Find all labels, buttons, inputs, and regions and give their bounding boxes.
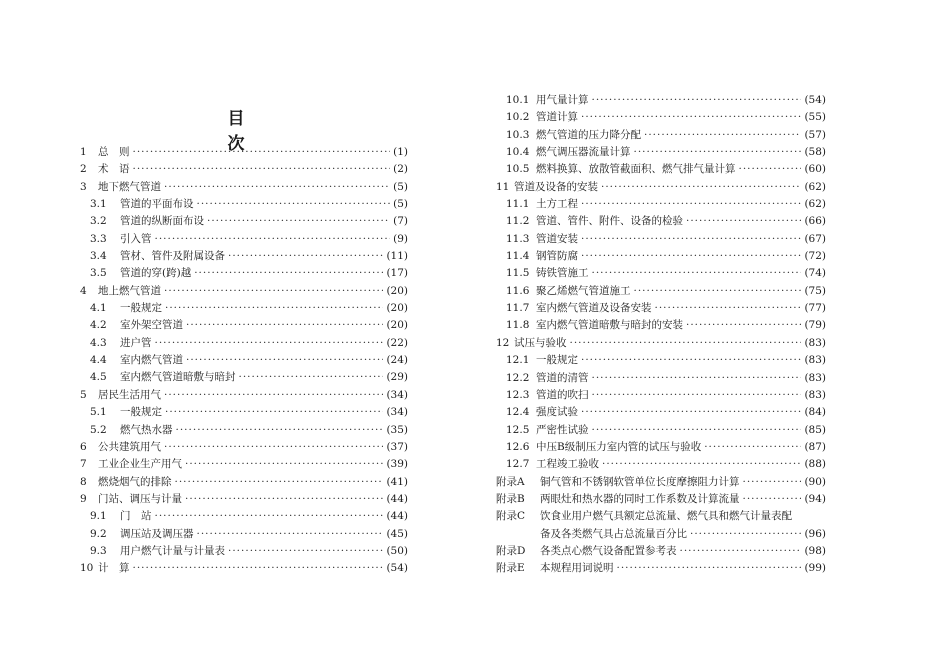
toc-entry-page: (83): [804, 354, 826, 367]
toc-entry-page: (20): [386, 319, 408, 332]
toc-entry[interactable]: [496, 335, 826, 352]
toc-entry-number: 4: [80, 284, 87, 297]
toc-entry-page: (17): [386, 267, 408, 280]
toc-leader-dots: [186, 352, 383, 369]
toc-entry-title: 备及各类燃气具占总流量百分比: [540, 527, 687, 540]
toc-entry[interactable]: [80, 213, 408, 230]
toc-entry-number: 3.1: [90, 198, 107, 211]
toc-entry-page: (83): [804, 371, 826, 384]
toc-entry-page: (35): [386, 423, 408, 436]
toc-entry-page: (96): [804, 527, 826, 540]
toc-leader-dots: [186, 317, 383, 334]
toc-entry-title: 聚乙烯燃气管道施工: [536, 284, 631, 297]
toc-entry-title: 术 语: [98, 163, 130, 176]
toc-entry[interactable]: [496, 161, 826, 178]
toc-entry-page: (50): [386, 544, 408, 557]
toc-entry[interactable]: [496, 248, 826, 265]
toc-entry-title: 严密性试验: [536, 423, 589, 436]
toc-entry[interactable]: [496, 283, 826, 300]
toc-entry-number: 11.5: [506, 267, 530, 280]
toc-entry[interactable]: [80, 387, 408, 404]
toc-leader-dots: [175, 474, 384, 491]
toc-entry-number: 11.6: [506, 284, 530, 297]
toc-entry-number: 附录D: [496, 544, 526, 557]
toc-entry[interactable]: [496, 404, 826, 421]
toc-leader-dots: [686, 317, 801, 334]
toc-leader-dots: [581, 352, 801, 369]
toc-leader-dots: [165, 404, 383, 421]
toc-leader-dots: [581, 196, 801, 213]
toc-entry[interactable]: [496, 317, 826, 334]
toc-entry-page: (5): [393, 198, 408, 211]
toc-entry-page: (77): [804, 302, 826, 315]
toc-entry-number: 11.4: [506, 250, 530, 263]
toc-entry-number: 10.3: [506, 128, 530, 141]
toc-entry-title: 用户燃气计量与计量表: [120, 544, 225, 557]
toc-entry-number: 12.6: [506, 440, 530, 453]
toc-entry-title: 一般规定: [120, 302, 162, 315]
toc-leader-dots: [592, 422, 802, 439]
toc-entry[interactable]: [496, 213, 826, 230]
toc-leader-dots: [680, 543, 802, 560]
toc-entry-number: 11.8: [506, 319, 530, 332]
toc-entry-page: (66): [804, 215, 826, 228]
toc-entry[interactable]: [80, 474, 408, 491]
toc-leader-dots: [581, 231, 801, 248]
toc-entry-page: (83): [804, 388, 826, 401]
toc-entry-title: 管道及设备的安装: [514, 180, 598, 193]
toc-entry-title: 工业企业生产用气: [98, 458, 182, 471]
toc-leader-dots: [207, 213, 390, 230]
toc-entry-page: (39): [386, 458, 408, 471]
toc-left-column: [80, 144, 408, 578]
toc-leader-dots: [617, 560, 802, 577]
toc-entry-title: 管道的吹扫: [536, 388, 589, 401]
toc-entry[interactable]: [80, 560, 408, 577]
toc-entry-page: (20): [386, 302, 408, 315]
toc-leader-dots: [155, 335, 384, 352]
toc-entry-title: 用气量计算: [536, 94, 589, 106]
toc-entry[interactable]: [80, 248, 408, 265]
toc-leader-dots: [690, 526, 801, 543]
toc-entry-page: (98): [804, 544, 826, 557]
toc-entry-number: 5.2: [90, 423, 107, 436]
toc-leader-dots: [164, 179, 390, 196]
toc-leader-dots: [155, 508, 384, 525]
toc-entry-page: (1): [393, 146, 408, 158]
toc-entry-number: 9.1: [90, 510, 107, 523]
toc-entry-title: 室外架空管道: [120, 319, 183, 332]
toc-entry-title: 居民生活用气: [98, 388, 161, 401]
toc-entry-title: 管材、管件及附属设备: [120, 250, 225, 263]
toc-leader-dots: [581, 404, 801, 421]
toc-leader-dots: [197, 196, 391, 213]
toc-entry[interactable]: [80, 456, 408, 473]
toc-entry-title: 本规程用词说明: [540, 562, 614, 575]
toc-entry-page: (54): [804, 94, 826, 106]
toc-entry[interactable]: [496, 265, 826, 282]
toc-leader-dots: [133, 144, 391, 161]
toc-entry-title: 工程竣工验收: [536, 458, 599, 471]
toc-entry-title: 引入管: [120, 232, 152, 245]
toc-entry-number: 12.4: [506, 406, 530, 419]
toc-entry[interactable]: [80, 369, 408, 386]
toc-entry[interactable]: [496, 387, 826, 404]
toc-leader-dots: [165, 300, 383, 317]
toc-entry[interactable]: [496, 109, 826, 126]
toc-entry-page: (62): [804, 180, 826, 193]
toc-entry[interactable]: [496, 144, 826, 161]
toc-entry-title: 调压站及调压器: [120, 527, 194, 540]
toc-entry[interactable]: [496, 231, 826, 248]
toc-entry[interactable]: [496, 474, 826, 491]
toc-entry[interactable]: [80, 179, 408, 196]
toc-entry[interactable]: [80, 335, 408, 352]
toc-leader-dots: [601, 179, 801, 196]
toc-entry-page: (34): [386, 388, 408, 401]
toc-leader-dots: [644, 127, 801, 144]
toc-entry-number: 10.2: [506, 111, 530, 124]
toc-entry-page: (44): [386, 492, 408, 505]
toc-leader-dots: [634, 283, 802, 300]
toc-entry-page: (79): [804, 319, 826, 332]
toc-entry-page: (83): [804, 336, 826, 349]
toc-entry-title: 两眼灶和热水器的同时工作系数及计算流量: [540, 492, 740, 505]
toc-entry-number: 11.2: [506, 215, 530, 228]
toc-entry-title: 室内燃气管道及设备安装: [536, 302, 652, 315]
toc-entry-number: 3.5: [90, 267, 107, 280]
toc-entry-title: 公共建筑用气: [98, 440, 161, 453]
toc-entry-title: 管道的清管: [536, 371, 589, 384]
toc-entry-page: (34): [386, 406, 408, 419]
toc-leader-dots: [581, 109, 801, 126]
toc-entry[interactable]: [80, 543, 408, 560]
toc-entry-number: 8: [80, 475, 87, 488]
toc-entry-title: 中压B级制压力室内管的试压与验收: [536, 440, 702, 453]
toc-entry-title: 铸铁管施工: [536, 267, 589, 280]
toc-entry-number: 附录C: [496, 510, 526, 523]
toc-entry-number: 9.3: [90, 544, 107, 557]
toc-entry-number: 4.5: [90, 371, 107, 384]
toc-entry[interactable]: [80, 265, 408, 282]
toc-leader-dots: [155, 231, 391, 248]
toc-entry-title: 门 站: [120, 510, 152, 523]
toc-leader-dots: [228, 248, 383, 265]
toc-entry-title: 试压与验收: [514, 336, 567, 349]
toc-entry-page: (84): [804, 406, 826, 419]
toc-entry-title: 管道的平面布设: [120, 198, 194, 211]
toc-entry-title: 门站、调压与计量: [98, 492, 182, 505]
toc-entry-number: 10: [80, 562, 94, 575]
toc-entry[interactable]: [80, 422, 408, 439]
toc-entry-page: (85): [804, 423, 826, 436]
toc-entry-number: 11.7: [506, 302, 530, 315]
toc-entry[interactable]: [496, 508, 826, 525]
toc-entry[interactable]: [496, 370, 826, 387]
toc-entry-page: (44): [386, 510, 408, 523]
toc-entry-page: (20): [386, 284, 408, 297]
toc-leader-dots: [239, 369, 384, 386]
toc-entry[interactable]: [80, 352, 408, 369]
toc-entry-page: (88): [804, 458, 826, 471]
toc-entry-number: 1: [80, 146, 87, 158]
toc-entry[interactable]: [80, 283, 408, 300]
toc-entry-title: 室内燃气管道暗敷与暗封的安装: [536, 319, 683, 332]
toc-entry-page: (72): [804, 250, 826, 263]
toc-entry-title: 室内燃气管道: [120, 354, 183, 367]
toc-leader-dots: [592, 265, 802, 282]
toc-entry-number: 10.4: [506, 146, 530, 159]
toc-entry-title: 地上燃气管道: [98, 284, 161, 297]
toc-leader-dots: [592, 387, 802, 404]
toc-entry[interactable]: [80, 231, 408, 248]
toc-entry-number: 附录E: [496, 562, 525, 575]
toc-entry-title: 燃气热水器: [120, 423, 173, 436]
toc-entry-title: 管道的穿(跨)越: [120, 267, 192, 280]
toc-leader-dots: [570, 335, 802, 352]
toc-entry-page: (22): [386, 336, 408, 349]
toc-entry-title: 一般规定: [120, 406, 162, 419]
toc-entry-number: 10.1: [506, 94, 530, 106]
toc-entry-number: 3.4: [90, 250, 107, 263]
toc-entry-title: 一般规定: [536, 354, 578, 367]
toc-entry-number: 12.5: [506, 423, 530, 436]
toc-entry[interactable]: [496, 543, 826, 560]
toc-entry[interactable]: [80, 508, 408, 525]
toc-entry[interactable]: [80, 404, 408, 421]
toc-leader-dots: [634, 144, 802, 161]
toc-entry[interactable]: [496, 179, 826, 196]
toc-leader-dots: [228, 543, 383, 560]
toc-entry[interactable]: [496, 456, 826, 473]
toc-entry-title: 管道安装: [536, 232, 578, 245]
toc-entry-number: 9: [80, 492, 87, 505]
toc-leader-dots: [686, 213, 801, 230]
toc-leader-dots: [592, 370, 802, 387]
toc-entry-title: 各类点心燃气设备配置参考表: [540, 544, 677, 557]
toc-entry[interactable]: [80, 161, 408, 178]
toc-leader-dots: [185, 456, 383, 473]
toc-leader-dots: [133, 560, 384, 577]
toc-leader-dots: [743, 474, 802, 491]
toc-entry-number: 附录B: [496, 492, 525, 505]
toc-entry-page: (90): [804, 475, 826, 488]
toc-leader-dots: [164, 439, 383, 456]
toc-entry-page: (55): [804, 111, 826, 124]
toc-entry[interactable]: [496, 352, 826, 369]
toc-entry-title: 燃气调压器流量计算: [536, 146, 631, 159]
toc-entry-title: 室内燃气管道暗敷与暗封: [120, 371, 236, 384]
toc-entry-number: 7: [80, 458, 87, 471]
toc-leader-dots: [176, 422, 384, 439]
toc-right-column: [496, 92, 826, 578]
toc-entry-page: (87): [804, 440, 826, 453]
toc-entry-title: 地下燃气管道: [98, 180, 161, 193]
toc-entry[interactable]: [496, 300, 826, 317]
toc-leader-dots: [655, 300, 802, 317]
toc-entry-title: 管道的纵断面布设: [120, 215, 204, 228]
toc-entry-page: (99): [804, 562, 826, 575]
toc-entry-number: 12.7: [506, 458, 530, 471]
toc-entry[interactable]: [496, 560, 826, 577]
toc-entry-page: (41): [386, 475, 408, 488]
toc-entry[interactable]: [496, 127, 826, 144]
toc-leader-dots: [704, 439, 801, 456]
toc-entry-page: (57): [804, 128, 826, 141]
toc-entry-number: 3.3: [90, 232, 107, 245]
toc-leader-dots: [164, 387, 383, 404]
toc-entry[interactable]: [80, 317, 408, 334]
toc-entry-page: (67): [804, 232, 826, 245]
toc-entry-number: 4.1: [90, 302, 107, 315]
toc-entry-page: (60): [804, 163, 826, 176]
toc-entry-title: 燃烧烟气的排除: [98, 475, 172, 488]
toc-entry-number: 12: [496, 336, 510, 349]
toc-entry-page: (75): [804, 284, 826, 297]
toc-leader-dots: [133, 161, 391, 178]
toc-entry-number: 4.2: [90, 319, 107, 332]
toc-entry-title: 强度试验: [536, 406, 578, 419]
toc-entry-number: 5.1: [90, 406, 107, 419]
toc-entry-number: 5: [80, 388, 87, 401]
toc-entry-page: (24): [386, 354, 408, 367]
toc-entry-title: 燃气管道的压力降分配: [536, 128, 641, 141]
toc-entry-number: 11.3: [506, 232, 530, 245]
toc-entry-title: 计 算: [98, 562, 130, 575]
toc-leader-dots: [185, 491, 383, 508]
toc-entry-number: 9.2: [90, 527, 107, 540]
toc-entry-number: 4.4: [90, 354, 107, 367]
toc-entry-title: 铜气管和不锈钢软管单位长度摩擦阻力计算: [540, 475, 740, 488]
toc-entry-title: 管道计算: [536, 111, 578, 124]
toc-entry-number: 10.5: [506, 163, 530, 176]
toc-entry[interactable]: [496, 526, 826, 543]
toc-entry-page: (74): [804, 267, 826, 280]
toc-entry-page: (58): [804, 146, 826, 159]
toc-entry-title: 管道、管件、附件、设备的检验: [536, 215, 683, 228]
toc-entry-number: 12.3: [506, 388, 530, 401]
toc-entry-title: 饮食业用户燃气具额定总流量、燃气具和燃气计量表配: [540, 510, 792, 523]
toc-entry[interactable]: [496, 422, 826, 439]
toc-entry-page: (5): [393, 180, 408, 193]
toc-entry-page: (7): [393, 215, 408, 228]
toc-leader-dots: [739, 161, 802, 178]
toc-entry[interactable]: [80, 526, 408, 543]
toc-entry-page: (9): [393, 232, 408, 245]
toc-entry[interactable]: [80, 300, 408, 317]
toc-entry-number: 2: [80, 163, 87, 176]
toc-entry-title: 总 则: [98, 146, 130, 158]
toc-leader-dots: [592, 92, 802, 109]
toc-entry-page: (2): [393, 163, 408, 176]
toc-entry-title: 土方工程: [536, 198, 578, 211]
toc-entry-number: 6: [80, 440, 87, 453]
toc-entry[interactable]: [80, 144, 408, 161]
toc-entry-title: 进户管: [120, 336, 152, 349]
toc-entry-number: 3.2: [90, 215, 107, 228]
toc-entry-number: 附录A: [496, 475, 525, 488]
toc-leader-dots: [581, 248, 801, 265]
toc-entry[interactable]: [80, 196, 408, 213]
toc-entry-number: 11.1: [506, 198, 530, 211]
toc-entry[interactable]: [80, 439, 408, 456]
toc-entry-page: (11): [386, 250, 408, 263]
toc-entry-number: 12.2: [506, 371, 530, 384]
toc-entry-number: 3: [80, 180, 87, 193]
toc-entry-title: 燃料换算、放散管截面积、燃气排气量计算: [536, 163, 736, 176]
toc-leader-dots: [197, 526, 384, 543]
toc-entry[interactable]: [496, 92, 826, 109]
toc-entry-page: (94): [804, 492, 826, 505]
toc-entry[interactable]: [496, 491, 826, 508]
toc-entry-number: 12.1: [506, 354, 530, 367]
toc-leader-dots: [743, 491, 802, 508]
toc-entry-title: 钢管防腐: [536, 250, 578, 263]
toc-leader-dots: [164, 283, 383, 300]
toc-entry-page: (37): [386, 440, 408, 453]
page-title: 目 次: [227, 109, 286, 154]
toc-leader-dots: [194, 265, 383, 282]
toc-entry-number: 11: [496, 180, 510, 193]
toc-entry-page: (54): [386, 562, 408, 575]
toc-entry-page: (45): [386, 527, 408, 540]
toc-entry-page: (62): [804, 198, 826, 211]
toc-leader-dots: [602, 456, 801, 473]
toc-entry[interactable]: [80, 491, 408, 508]
toc-entry-page: (29): [386, 371, 408, 384]
toc-entry[interactable]: [496, 439, 826, 456]
toc-entry[interactable]: [496, 196, 826, 213]
toc-entry-number: 4.3: [90, 336, 107, 349]
